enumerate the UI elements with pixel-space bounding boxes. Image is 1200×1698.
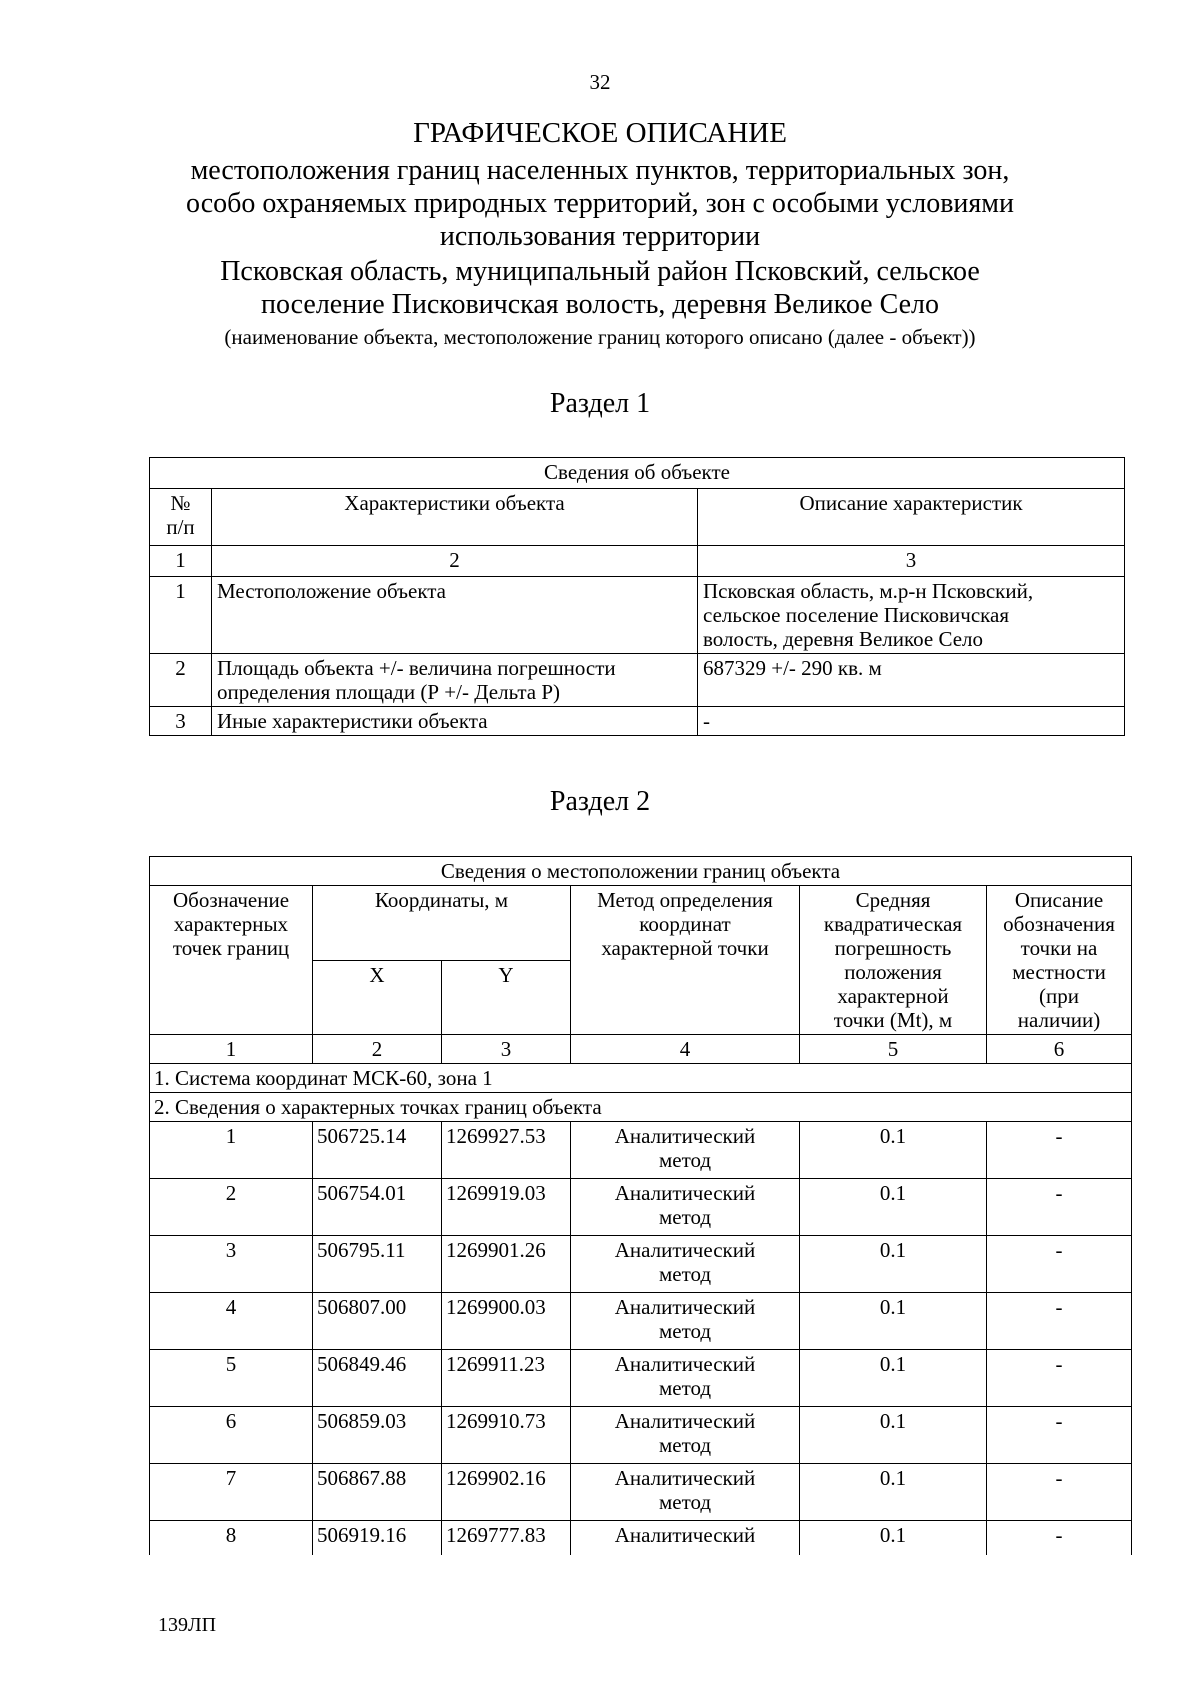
point-id: 2	[150, 1179, 313, 1236]
point-method	[571, 1122, 800, 1179]
column-index: 3	[442, 1035, 571, 1064]
point-method	[571, 1464, 800, 1521]
column-header-coordinates: Координаты, м	[313, 886, 571, 961]
point-x: 506867.88	[313, 1464, 442, 1521]
point-method	[571, 1179, 800, 1236]
table-row	[150, 707, 1125, 736]
column-index: 1	[150, 1035, 313, 1064]
points-heading-row: 2. Сведения о характерных точках границ объекта	[150, 1093, 1132, 1122]
subtitle-line: использования территории	[439, 221, 761, 252]
column-index: 6	[987, 1035, 1132, 1064]
point-description: -	[987, 1236, 1132, 1293]
cell-line: метод	[658, 1205, 712, 1229]
point-id: 6	[150, 1407, 313, 1464]
point-method	[571, 1236, 800, 1293]
point-y: 1269900.03	[442, 1293, 571, 1350]
object-info-table	[149, 457, 1125, 736]
point-x: 506795.11	[313, 1236, 442, 1293]
point-method	[571, 1407, 800, 1464]
column-header-error	[800, 886, 987, 1035]
point-method	[571, 1350, 800, 1407]
column-header-point	[150, 886, 313, 1035]
cell-line: Аналитический	[614, 1523, 756, 1547]
header-line: положения	[844, 960, 942, 984]
point-description: -	[987, 1407, 1132, 1464]
table-title: Сведения о местоположении границ объекта	[150, 857, 1132, 886]
point-id: 4	[150, 1293, 313, 1350]
header-line: точки на	[1020, 936, 1098, 960]
column-index: 2	[313, 1035, 442, 1064]
header-line: п/п	[166, 515, 195, 539]
row-number: 2	[150, 654, 212, 707]
description-cell	[698, 707, 1125, 736]
header-line: Средняя	[855, 888, 931, 912]
table-row	[150, 577, 1125, 654]
point-description: -	[987, 1350, 1132, 1407]
column-header-y: Y	[442, 960, 571, 1035]
column-index: 2	[212, 546, 698, 577]
page-number: 32	[589, 70, 611, 94]
point-error: 0.1	[800, 1236, 987, 1293]
point-id: 3	[150, 1236, 313, 1293]
point-y: 1269919.03	[442, 1179, 571, 1236]
cell-line: метод	[658, 1262, 712, 1286]
point-x: 506919.16	[313, 1521, 442, 1556]
cell-line: Местоположение объекта	[217, 579, 447, 603]
cell-line: Аналитический	[614, 1466, 756, 1490]
cell-line: Аналитический	[614, 1295, 756, 1319]
object-note: (наименование объекта, местоположение границ которого описано (далее - объект))	[224, 325, 976, 349]
point-method	[571, 1293, 800, 1350]
point-y: 1269777.83	[442, 1521, 571, 1556]
column-index: 1	[150, 546, 212, 577]
point-x: 506859.03	[313, 1407, 442, 1464]
cell-line: Аналитический	[614, 1124, 756, 1148]
header-line: Обозначение	[172, 888, 290, 912]
point-method	[571, 1521, 800, 1556]
object-line: Псковская область, муниципальный район Псковский, сельское	[220, 256, 980, 287]
header-line: характерной	[837, 984, 949, 1008]
header-line: №	[170, 491, 191, 515]
table-row	[150, 1350, 1132, 1407]
point-y: 1269910.73	[442, 1407, 571, 1464]
point-description: -	[987, 1521, 1132, 1556]
column-header-method	[571, 886, 800, 1035]
header-line: точек границ	[172, 936, 290, 960]
table-row	[150, 654, 1125, 707]
table-row	[150, 1122, 1132, 1179]
table-row	[150, 1236, 1132, 1293]
point-x: 506725.14	[313, 1122, 442, 1179]
row-number: 3	[150, 707, 212, 736]
boundary-points-table	[149, 856, 1132, 1555]
point-x: 506754.01	[313, 1179, 442, 1236]
point-description: -	[987, 1122, 1132, 1179]
cell-line: метод	[658, 1433, 712, 1457]
point-id: 1	[150, 1122, 313, 1179]
point-error: 0.1	[800, 1464, 987, 1521]
point-y: 1269901.26	[442, 1236, 571, 1293]
column-header-number	[150, 489, 212, 546]
document-subtitle	[120, 154, 1080, 253]
cell-line: волость, деревня Великое Село	[703, 627, 984, 651]
cell-line: Аналитический	[614, 1181, 756, 1205]
column-header-description: Описание характеристик	[698, 489, 1125, 546]
object-name	[120, 255, 1080, 321]
header-line: наличии)	[1017, 1008, 1101, 1032]
point-id: 5	[150, 1350, 313, 1407]
point-error: 0.1	[800, 1293, 987, 1350]
point-error: 0.1	[800, 1521, 987, 1556]
point-description: -	[987, 1179, 1132, 1236]
header-line: погрешность	[834, 936, 952, 960]
cell-line: 687329 +/- 290 кв. м	[703, 656, 882, 680]
header-line: Метод определения	[597, 888, 773, 912]
cell-line: Аналитический	[614, 1409, 756, 1433]
table-title: Сведения об объекте	[150, 458, 1125, 489]
description-cell	[698, 654, 1125, 707]
characteristic-cell	[212, 654, 698, 707]
footer-code: 139ЛП	[158, 1614, 217, 1636]
cell-line: определения площади (Р +/- Дельта Р)	[217, 680, 561, 704]
characteristic-cell	[212, 577, 698, 654]
cell-line: -	[703, 709, 710, 733]
header-line: характерной точки	[601, 936, 769, 960]
header-line: Описание	[1014, 888, 1104, 912]
cell-line: Иные характеристики объекта	[217, 709, 488, 733]
description-cell	[698, 577, 1125, 654]
header-line: (при	[1039, 984, 1079, 1008]
point-id: 8	[150, 1521, 313, 1556]
header-line: местности	[1012, 960, 1106, 984]
cell-line: Псковская область, м.р-н Псковский,	[703, 579, 1034, 603]
column-index: 3	[698, 546, 1125, 577]
point-error: 0.1	[800, 1122, 987, 1179]
point-y: 1269911.23	[442, 1350, 571, 1407]
point-id: 7	[150, 1464, 313, 1521]
column-header-point-description	[987, 886, 1132, 1035]
header-line: обозначения	[1003, 912, 1115, 936]
table-row	[150, 1464, 1132, 1521]
document-title: ГРАФИЧЕСКОЕ ОПИСАНИЕ	[413, 117, 787, 149]
cell-line: Площадь объекта +/- величина погрешности	[217, 656, 616, 680]
cell-line: метод	[658, 1148, 712, 1172]
point-x: 506849.46	[313, 1350, 442, 1407]
cell-line: Аналитический	[614, 1352, 756, 1376]
column-index: 5	[800, 1035, 987, 1064]
characteristic-cell	[212, 707, 698, 736]
column-header-characteristic: Характеристики объекта	[212, 489, 698, 546]
table-row	[150, 1407, 1132, 1464]
subtitle-line: особо охраняемых природных территорий, зон с особыми условиями	[186, 188, 1014, 219]
table-row	[150, 1293, 1132, 1350]
header-line: характерных	[173, 912, 289, 936]
point-y: 1269927.53	[442, 1122, 571, 1179]
coordinate-system-row: 1. Система координат МСК-60, зона 1	[150, 1064, 1132, 1093]
point-error: 0.1	[800, 1350, 987, 1407]
cell-line: сельское поселение Писковичская	[703, 603, 1010, 627]
column-index: 4	[571, 1035, 800, 1064]
cell-line: метод	[658, 1319, 712, 1343]
point-description: -	[987, 1293, 1132, 1350]
header-line: квадратическая	[823, 912, 963, 936]
cell-line: Аналитический	[614, 1238, 756, 1262]
header-line: координат	[639, 912, 731, 936]
header-line: точки (Mt), м	[833, 1008, 953, 1032]
cell-line: метод	[658, 1376, 712, 1400]
point-error: 0.1	[800, 1179, 987, 1236]
table-row	[150, 1521, 1132, 1556]
object-line: поселение Писковичская волость, деревня Великое Село	[260, 289, 940, 320]
point-x: 506807.00	[313, 1293, 442, 1350]
column-header-x: X	[313, 960, 442, 1035]
section-2-heading: Раздел 2	[549, 786, 651, 817]
point-description: -	[987, 1464, 1132, 1521]
section-1-heading: Раздел 1	[549, 388, 651, 419]
point-y: 1269902.16	[442, 1464, 571, 1521]
point-error: 0.1	[800, 1407, 987, 1464]
cell-line: метод	[658, 1490, 712, 1514]
subtitle-line: местоположения границ населенных пунктов, территориальных зон,	[190, 155, 1010, 186]
table-row	[150, 1179, 1132, 1236]
row-number: 1	[150, 577, 212, 654]
